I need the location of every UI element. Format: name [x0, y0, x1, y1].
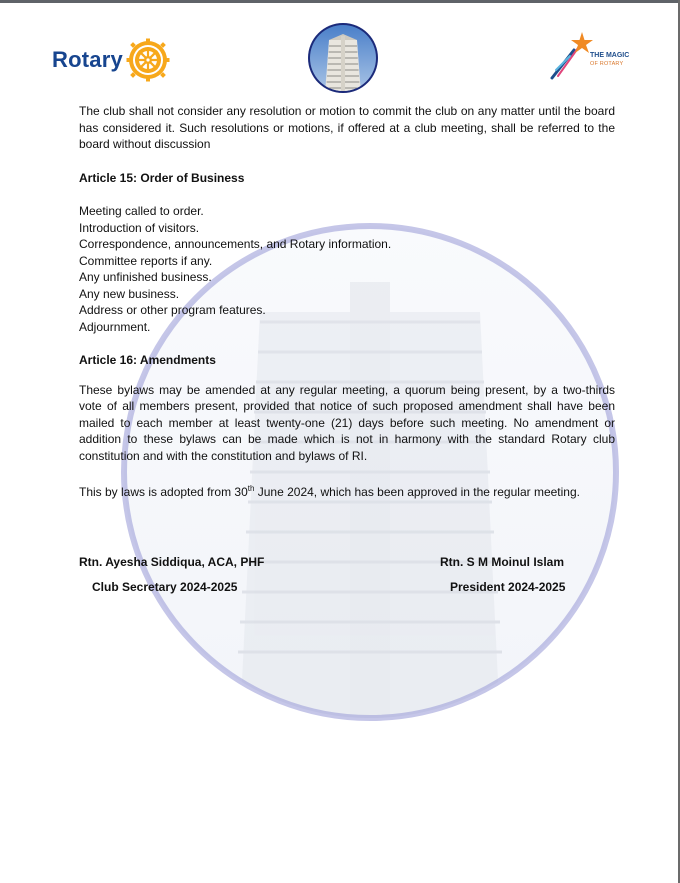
list-item: Meeting called to order.: [79, 204, 204, 218]
list-item: Address or other program features.: [79, 303, 266, 317]
amendments-paragraph: These bylaws may be amended at any regular meeting, a quorum being present, by a two-thirds vote of all members present, provided that notice of such proposed amendment shall have been mailed to each member at least twenty-one (21) days before such meeting. No amendment or addition to these bylaws can be made which is not in harmony with the standard Rotary club constitution and with the constitution and bylaws of RI.: [79, 382, 615, 463]
magic-subtitle: OF ROTARY: [590, 61, 624, 67]
rotary-logo: [52, 38, 170, 82]
magic-title: THE MAGIC: [590, 52, 630, 59]
list-item: Any unfinished business.: [79, 270, 212, 284]
article-15-heading: Article 15: Order of Business: [79, 170, 245, 185]
list-item: Adjournment.: [79, 319, 151, 334]
secretary-title: Club Secretary 2024-2025: [92, 580, 238, 594]
list-item: Introduction of visitors.: [79, 220, 200, 235]
secretary-name: Rtn. Ayesha Siddiqua, ACA, PHF: [79, 555, 265, 569]
list-item: Correspondence, announcements, and Rotary information.: [79, 237, 392, 251]
article-16-heading: Article 16: Amendments: [79, 353, 216, 367]
adoption-statement: [79, 481, 615, 501]
list-item: Committee reports if any.: [79, 253, 213, 268]
document-body: [79, 103, 615, 501]
adoption-date-suffix: th: [247, 484, 255, 493]
rotary-wordmark: Rotary: [52, 47, 123, 72]
president-title: President 2024-2025: [450, 580, 566, 594]
magic-of-rotary-logo: [548, 30, 638, 80]
window-top-border: [0, 0, 680, 3]
adoption-text-start: This by laws is adopted from 30: [79, 485, 248, 499]
president-name: Rtn. S M Moinul Islam: [440, 555, 565, 569]
adoption-text-end: June 2024, which has been approved in the regular meeting.: [254, 485, 580, 499]
rocket-star-icon: [548, 30, 594, 80]
list-item: Any new business.: [79, 286, 180, 301]
rotary-wheel-icon: [126, 38, 170, 82]
board-resolution-paragraph: The club shall not consider any resolution or motion to commit the club on any matter until the board has considered it. Such resolutions or motions, if offered at a club meeting, shall be referred to the board without discussion: [79, 104, 615, 151]
club-emblem-building-icon: [307, 22, 379, 94]
order-of-business-list: [79, 203, 615, 335]
